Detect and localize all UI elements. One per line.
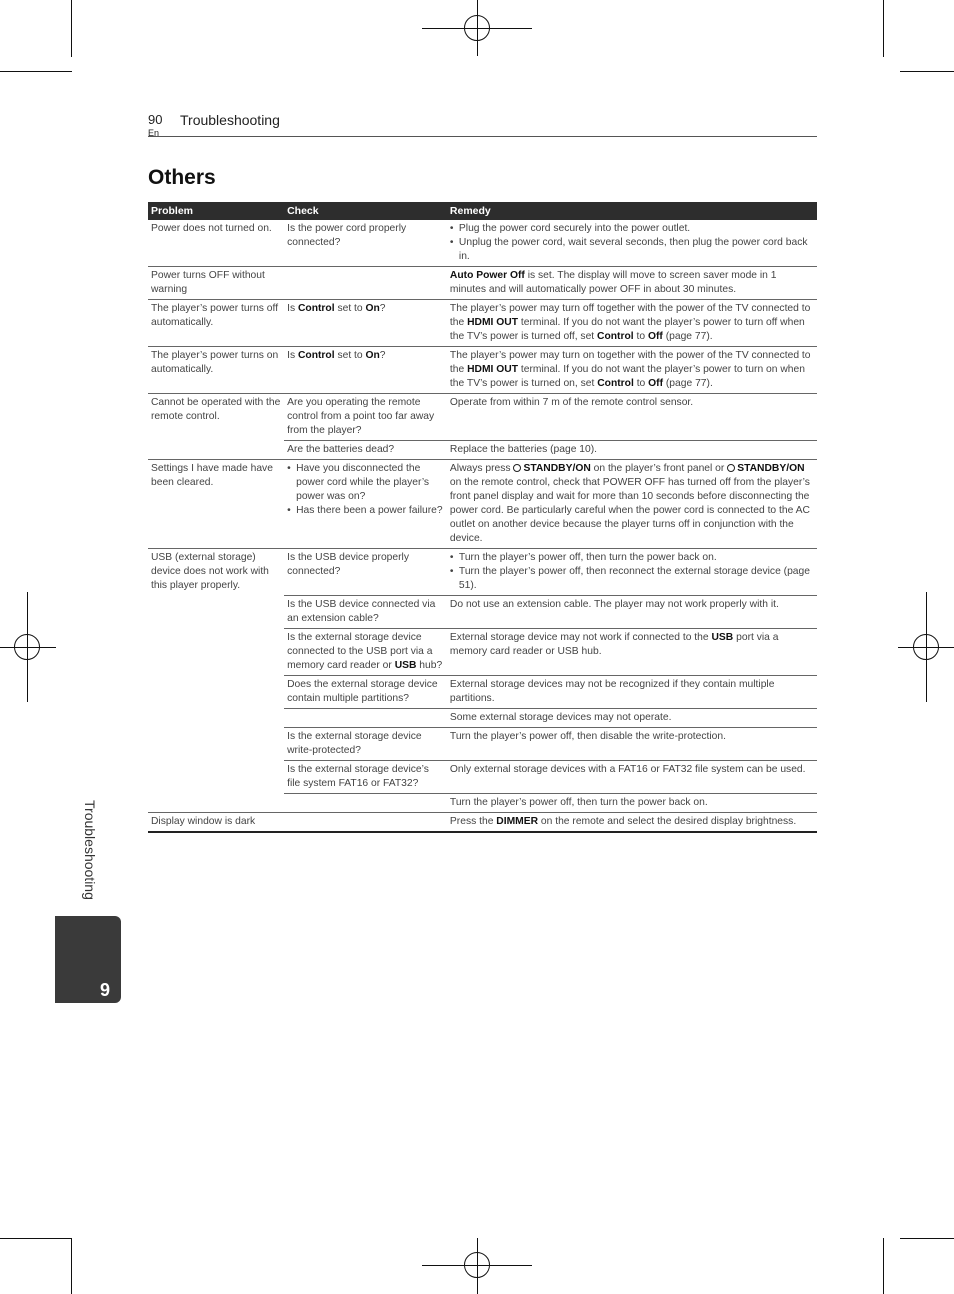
registration-circle	[14, 634, 40, 660]
check-cell	[284, 813, 447, 833]
crop-mark	[900, 71, 954, 72]
check-cell	[284, 267, 447, 300]
list-item: • Unplug the power cord, wait several seconds, then plug the power cord back in.	[450, 236, 814, 264]
check-cell: Are the batteries dead?	[284, 441, 447, 460]
crop-mark	[71, 0, 72, 57]
check-cell	[284, 347, 447, 394]
remedy-text: on the remote and select the desired display brightness.	[538, 816, 797, 827]
remedy-text: is set. The display will move to screen saver mode in 1 minutes and will automatically power OFF in about 30 minutes.	[449, 270, 777, 295]
table-row	[148, 394, 817, 441]
check-cell	[284, 629, 447, 676]
check-cell: Does the external storage device contain multiple partitions?	[284, 676, 447, 709]
check-text: hub?	[416, 660, 443, 671]
registration-circle	[464, 1252, 490, 1278]
button-name: STANDBY/ON	[523, 463, 591, 474]
check-text: ?	[379, 350, 386, 361]
remedy-cell	[447, 220, 817, 267]
remedy-cell: Turn the player’s power off, then turn the power back on.	[447, 794, 817, 813]
remedy-text: terminal. If you do not want the player’s power to turn off when the TV’s power is turned off, set	[449, 317, 805, 342]
remedy-cell	[447, 813, 817, 833]
remedy-cell	[447, 347, 817, 394]
table-row	[148, 267, 817, 300]
button-name: DIMMER	[496, 816, 539, 827]
setting-name: Control	[297, 350, 335, 361]
check-cell: Are you operating the remote control from a point too far away from the player?	[284, 394, 447, 441]
remedy-cell: Replace the batteries (page 10).	[447, 441, 817, 460]
setting-name: Control	[597, 378, 634, 389]
problem-cell: Power turns OFF without warning	[148, 267, 284, 300]
power-icon	[513, 464, 521, 472]
check-cell: Is the external storage device’s file system FAT16 or FAT32?	[284, 761, 447, 794]
remedy-cell: Turn the player’s power off, then disable the write-protection.	[447, 728, 817, 761]
list-item: • Turn the player’s power off, then turn the power back on.	[450, 551, 814, 565]
registration-circle	[913, 634, 939, 660]
remedy-text: External storage device may not work if connected to the	[449, 632, 712, 643]
crop-mark	[883, 1238, 884, 1294]
port-name: USB	[394, 660, 417, 671]
problem-cell: The player’s power turns on automatically.	[148, 347, 284, 394]
chapter-tab	[55, 916, 121, 1003]
problem-cell: Power does not turned on.	[148, 220, 284, 267]
remedy-cell: Operate from within 7 m of the remote control sensor.	[447, 394, 817, 441]
remedy-text: (page 77).	[663, 378, 713, 389]
list-item: • Turn the player’s power off, then reconnect the external storage device (page 51).	[450, 565, 814, 593]
check-cell: Is the USB device properly connected?	[284, 549, 447, 596]
remedy-text: The player’s power may turn on together with the power of the TV connected to the	[449, 350, 811, 375]
troubleshooting-table	[148, 202, 817, 833]
remedy-cell	[447, 460, 817, 549]
remedy-text: Always press	[449, 463, 514, 474]
remedy-text: on the player’s front panel or	[590, 463, 728, 474]
section-title: Troubleshooting	[180, 112, 280, 128]
setting-value: On	[365, 303, 380, 314]
check-text: Is	[287, 303, 298, 314]
remedy-cell	[447, 300, 817, 347]
list-item: • Plug the power cord securely into the power outlet.	[450, 222, 814, 236]
side-label-text: Troubleshooting	[82, 800, 98, 900]
check-text: set to	[334, 303, 366, 314]
column-header-remedy: Remedy	[447, 202, 817, 220]
column-header-check: Check	[284, 202, 447, 220]
problem-cell: The player’s power turns off automatically.	[148, 300, 284, 347]
terminal-name: HDMI OUT	[467, 317, 519, 328]
remedy-cell: Do not use an extension cable. The player may not work properly with it.	[447, 596, 817, 629]
check-cell: Is the power cord properly connected?	[284, 220, 447, 267]
problem-cell: USB (external storage) device does not work with this player properly.	[148, 549, 284, 813]
crop-mark	[71, 1238, 72, 1294]
check-cell	[284, 300, 447, 347]
remedy-cell: Only external storage devices with a FAT16 or FAT32 file system can be used.	[447, 761, 817, 794]
chapter-number: 9	[99, 980, 110, 1000]
setting-name: Auto Power Off	[449, 270, 525, 281]
page-header	[148, 112, 817, 137]
page-number: 90	[148, 112, 163, 127]
check-cell: Is the external storage device write-protected?	[284, 728, 447, 761]
remedy-cell: Some external storage devices may not operate.	[447, 709, 817, 728]
problem-cell: Cannot be operated with the remote control.	[148, 394, 284, 460]
table-header-row	[148, 202, 817, 220]
setting-value: Off	[647, 331, 663, 342]
table-row	[148, 549, 817, 596]
page-title: Others	[148, 166, 216, 189]
remedy-text: to	[633, 331, 648, 342]
check-cell: Is the USB device connected via an extension cable?	[284, 596, 447, 629]
side-section-label	[70, 800, 110, 910]
crop-mark	[900, 1238, 954, 1239]
check-text: Is	[287, 350, 298, 361]
power-icon	[727, 464, 735, 472]
remedy-cell: External storage devices may not be recognized if they contain multiple partitions.	[447, 676, 817, 709]
crop-mark	[0, 1238, 72, 1239]
table-row	[148, 813, 817, 833]
remedy-cell	[447, 267, 817, 300]
language-code: En	[148, 128, 160, 138]
setting-value: Off	[648, 378, 664, 389]
setting-value: On	[365, 350, 380, 361]
remedy-text: Press the	[449, 816, 497, 827]
table-row	[148, 347, 817, 394]
remedy-text: port via a memory card reader or USB hub.	[449, 632, 779, 657]
remedy-cell	[447, 549, 817, 596]
column-header-problem: Problem	[148, 202, 284, 220]
terminal-name: HDMI OUT	[467, 364, 519, 375]
check-text: set to	[334, 350, 366, 361]
remedy-text: on the remote control, check that POWER OFF has turned off from the player’s front panel display and wait for more than 10 seconds before disconnecting the power cord. Be particularly careful when the power cord is connected to the AC outlet on another device because the player turns off in conjunction with the device.	[449, 477, 810, 544]
remedy-text: to	[633, 378, 649, 389]
remedy-text: (page 77).	[662, 331, 713, 342]
problem-cell: Display window is dark	[148, 813, 284, 833]
table-row	[148, 460, 817, 549]
check-text: ?	[379, 303, 386, 314]
crop-mark	[0, 71, 72, 72]
check-cell	[284, 794, 447, 813]
check-cell	[284, 460, 447, 549]
check-cell	[284, 709, 447, 728]
check-text: Is the external storage device connected to the USB port via a memory card reader or	[287, 632, 433, 671]
problem-cell: Settings I have made have been cleared.	[148, 460, 284, 549]
port-name: USB	[711, 632, 734, 643]
registration-circle	[464, 15, 490, 41]
list-item: • Have you disconnected the power cord while the player’s power was on?	[287, 462, 444, 504]
button-name: STANDBY/ON	[737, 463, 805, 474]
table-row	[148, 300, 817, 347]
setting-name: Control	[597, 331, 634, 342]
table-row	[148, 220, 817, 267]
setting-name: Control	[297, 303, 335, 314]
list-item: • Has there been a power failure?	[287, 504, 444, 518]
remedy-cell	[447, 629, 817, 676]
remedy-text: terminal. If you do not want the player’s power to turn on when the TV’s power is turned on, set	[449, 364, 805, 389]
remedy-text: The player’s power may turn off together with the power of the TV connected to the	[449, 303, 811, 328]
crop-mark	[883, 0, 884, 57]
